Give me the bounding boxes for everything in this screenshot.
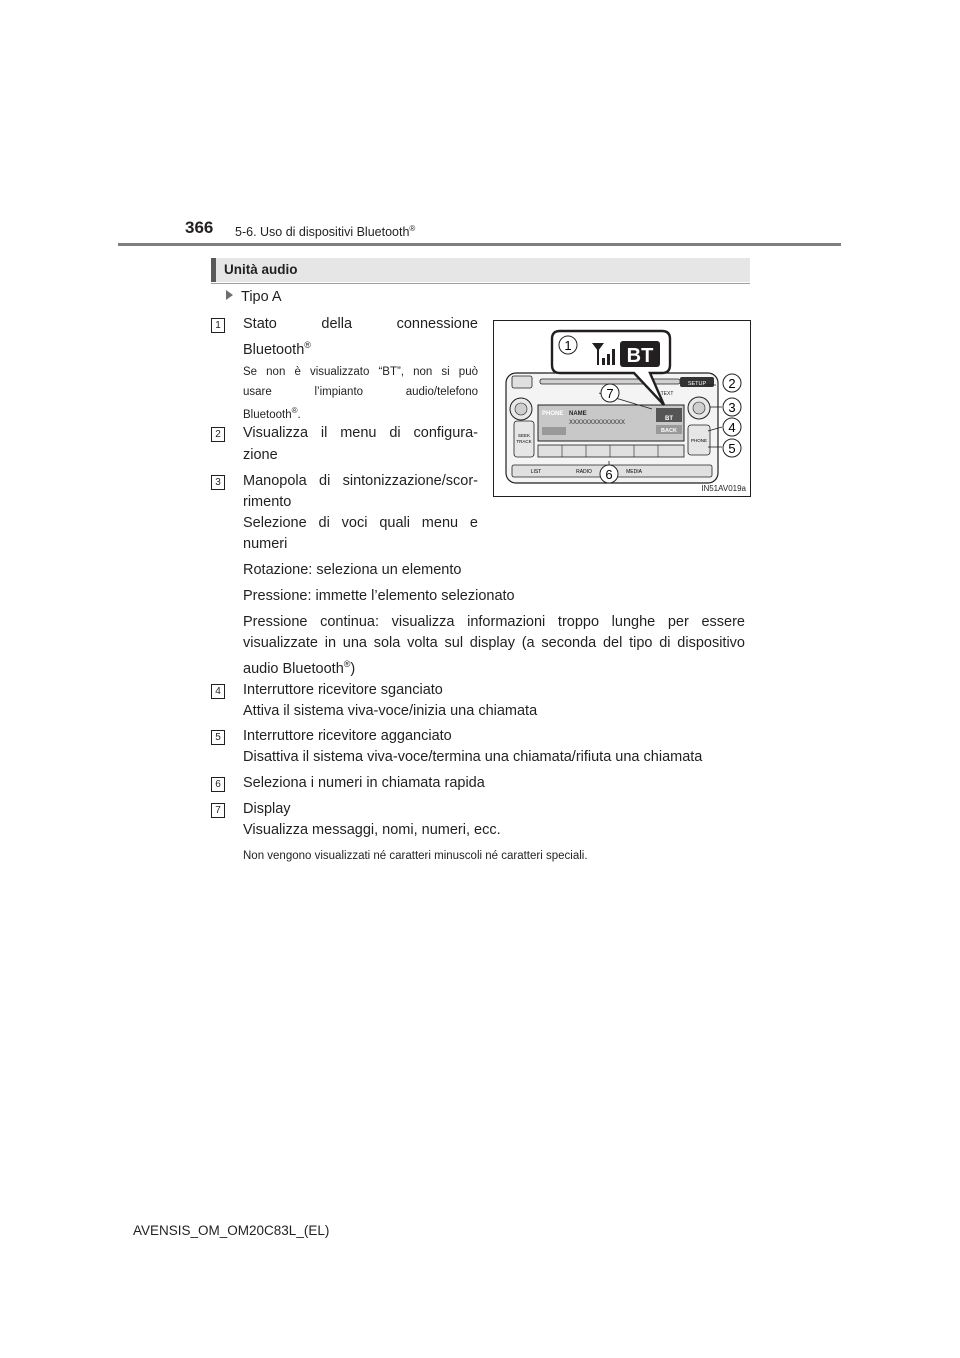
subheading-box <box>211 258 750 282</box>
item-3-line-d: numeri <box>243 536 288 552</box>
header-rule <box>118 243 841 246</box>
registered-mark: ® <box>304 340 311 350</box>
bt-indicator-label: BT <box>626 345 654 367</box>
callout-3 <box>723 398 741 416</box>
type-label-text: Tipo A <box>241 289 282 305</box>
item-1-note-c-text: Bluetooth <box>243 408 292 421</box>
item-number-7: 7 <box>211 803 225 818</box>
seek-label: SEEK <box>517 433 531 438</box>
item-number-1: 1 <box>211 318 225 333</box>
item-3-line-a: Manopola di sintonizzazione/scor- <box>243 473 478 489</box>
item-1-title-a: Stato della connessione <box>243 316 478 332</box>
figure-code: IN51AV019a <box>701 484 746 493</box>
item-1-title-b <box>243 335 311 361</box>
item-4-line-a: Interruttore ricevitore sganciato <box>243 682 443 698</box>
phone-label: PHONE <box>690 438 708 443</box>
setup-label: SETUP <box>687 381 707 387</box>
svg-text:6: 6 <box>605 467 613 482</box>
svg-text:4: 4 <box>728 420 736 435</box>
audio-unit-figure <box>493 320 751 497</box>
callout-5 <box>723 439 741 457</box>
subheading-underline <box>211 283 750 284</box>
item-3-line-i <box>243 654 355 680</box>
callout-2 <box>723 374 741 392</box>
item-1-note-c <box>243 401 301 425</box>
registered-mark: ® <box>291 406 298 415</box>
item-4-line-b: Attiva il sistema viva-voce/inizia una chiamata <box>243 703 538 719</box>
section-title-text: 5-6. Uso di dispositivi Bluetooth <box>235 225 410 240</box>
item-3-line-i-end: ) <box>350 660 356 677</box>
page-number: 366 <box>185 218 214 237</box>
svg-text:3: 3 <box>728 400 736 415</box>
footer-document-code: AVENSIS_OM_OM20C83L_(EL) <box>133 1223 330 1238</box>
callout-1 <box>559 336 577 354</box>
triangle-bullet-icon <box>226 290 233 300</box>
item-3-line-h: visualizzate in una sola volta sul display (a seconda del tipo di dispositivo <box>243 635 745 651</box>
svg-text:2: 2 <box>728 376 736 391</box>
item-3-line-g: Pressione continua: visualizza informazioni troppo lunghe per essere <box>243 614 745 630</box>
subheading-text: Unità audio <box>224 262 298 277</box>
svg-text:7: 7 <box>606 386 614 401</box>
svg-text:1: 1 <box>564 338 572 353</box>
preset-buttons <box>538 445 684 457</box>
svg-text:5: 5 <box>728 441 736 456</box>
audio-unit-illustration <box>494 321 750 496</box>
item-number-4: 4 <box>211 684 225 699</box>
display-phone: PHONE <box>542 411 564 417</box>
item-1-note-a: Se non è visualizzato “BT”, non si può <box>243 366 478 378</box>
item-7-line-b: Visualizza messaggi, nomi, numeri, ecc. <box>243 822 501 838</box>
item-3-line-e: Rotazione: seleziona un elemento <box>243 562 462 578</box>
eject-button <box>512 376 532 388</box>
registered-mark: ® <box>343 659 351 669</box>
cd-slot <box>540 379 680 384</box>
final-note: Non vengono visualizzati né caratteri minuscoli né caratteri speciali. <box>243 850 588 862</box>
track-label: TRACK <box>516 439 532 444</box>
item-7-line-a: Display <box>243 801 291 817</box>
item-2-line-a: Visualizza il menu di configura- <box>243 425 478 441</box>
item-number-5: 5 <box>211 730 225 745</box>
item-number-6: 6 <box>211 777 225 792</box>
registered-mark: ® <box>409 224 416 233</box>
item-3-line-b: rimento <box>243 494 292 510</box>
list-label: LIST <box>530 469 542 475</box>
type-label <box>226 289 282 305</box>
radio-label: RADIO <box>576 469 592 475</box>
item-number-2: 2 <box>211 427 225 442</box>
display-back: BACK <box>661 428 677 434</box>
item-5-line-b: Disattiva il sistema viva-voce/termina una chiamata/rifiuta una chiamata <box>243 749 703 765</box>
item-number-3: 3 <box>211 475 225 490</box>
item-1-title-b-text: Bluetooth <box>243 341 305 358</box>
text-label: TEXT <box>660 391 674 397</box>
callout-7 <box>601 384 619 402</box>
item-3-line-f: Pressione: immette l’elemento selezionato <box>243 588 515 604</box>
display-digits: XXXXXXXXXXXXXX <box>569 420 626 426</box>
item-6-line-a: Seleziona i numeri in chiamata rapida <box>243 775 485 791</box>
item-1-note-c-end: . <box>297 408 301 421</box>
item-1-note-b: usare l’impianto audio/telefono <box>243 386 478 398</box>
item-3-line-i-text: audio Bluetooth <box>243 660 344 677</box>
item-2-line-b: zione <box>243 447 278 463</box>
display-name: NAME <box>569 411 587 417</box>
section-title <box>235 224 415 239</box>
callout-6 <box>600 465 618 483</box>
display-bt: BT <box>665 416 673 422</box>
media-label: MEDIA <box>626 469 642 475</box>
item-3-line-c: Selezione di voci quali menu e <box>243 515 478 531</box>
callout-4 <box>723 418 741 436</box>
subheading-bar <box>211 258 216 282</box>
item-5-line-a: Interruttore ricevitore agganciato <box>243 728 452 744</box>
